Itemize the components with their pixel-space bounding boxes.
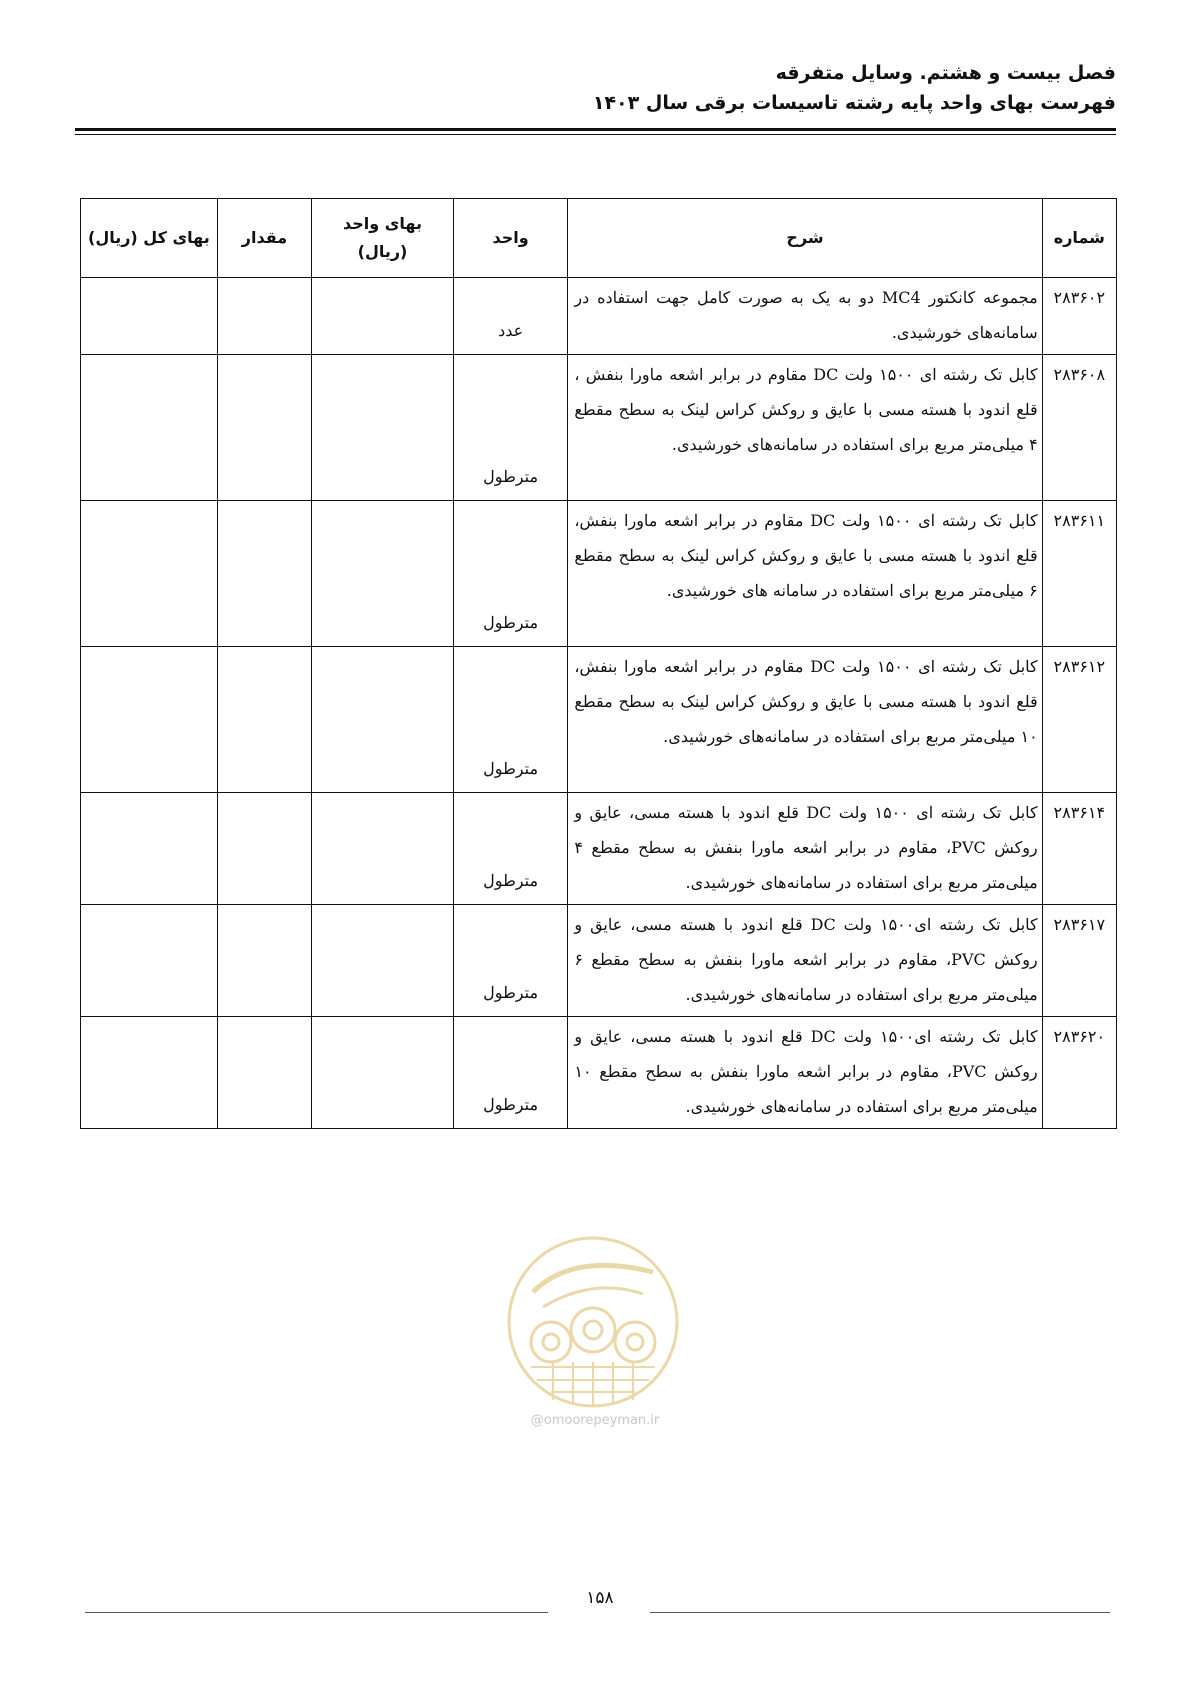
header-total-price: بهای کل (ریال) bbox=[81, 199, 218, 278]
item-total-price bbox=[81, 278, 218, 355]
price-list-table bbox=[80, 198, 1117, 1129]
table-row bbox=[81, 905, 1117, 1017]
item-quantity bbox=[217, 905, 311, 1017]
item-unit-price bbox=[312, 278, 454, 355]
item-description: مجموعه کانکتور MC4 دو به یک به صورت کامل جهت استفاده در سامانه‌های خورشیدی. bbox=[568, 278, 1042, 355]
item-unit: مترطول bbox=[453, 793, 568, 905]
document-title: فهرست بهای واحد پایه رشته تاسیسات برقی سال ۱۴۰۳ bbox=[592, 92, 1116, 114]
header-unit: واحد bbox=[453, 199, 568, 278]
footer-rule-right bbox=[650, 1612, 1110, 1613]
item-description: کابل تک رشته ای۱۵۰۰ ولت DC قلع اندود با هسته مسی، عایق و روکش PVC، مقاوم در برابر اشعه ماورا بنفش به سطح مقطع ۱۰ میلی‌متر مربع برای استفاده در سامانه‌های خورشیدی. bbox=[568, 1017, 1042, 1129]
item-description: کابل تک رشته ای ۱۵۰۰ ولت DC قلع اندود با هسته مسی، عایق و روکش PVC، مقاوم در برابر اشعه ماورا بنفش به سطح مقطع ۴ میلی‌متر مربع برای استفاده در سامانه‌های خورشیدی. bbox=[568, 793, 1042, 905]
item-total-price bbox=[81, 355, 218, 501]
header-rule-thin bbox=[75, 134, 1116, 135]
table-row bbox=[81, 793, 1117, 905]
header-rule-thick bbox=[75, 128, 1116, 131]
item-code: ۲۸۳۶۱۴ bbox=[1042, 793, 1116, 905]
chapter-title: فصل بیست و هشتم. وسایل متفرقه bbox=[775, 62, 1116, 84]
item-total-price bbox=[81, 501, 218, 647]
item-unit: مترطول bbox=[453, 647, 568, 793]
header-unit-price bbox=[312, 199, 454, 278]
item-total-price bbox=[81, 1017, 218, 1129]
item-code: ۲۸۳۶۰۲ bbox=[1042, 278, 1116, 355]
item-quantity bbox=[217, 278, 311, 355]
page-header bbox=[75, 58, 1116, 118]
item-unit: مترطول bbox=[453, 355, 568, 501]
item-quantity bbox=[217, 355, 311, 501]
item-unit: مترطول bbox=[453, 905, 568, 1017]
header-description: شرح bbox=[568, 199, 1042, 278]
table-row bbox=[81, 355, 1117, 501]
item-quantity bbox=[217, 1017, 311, 1129]
item-unit: عدد bbox=[453, 278, 568, 355]
item-description: کابل تک رشته ای ۱۵۰۰ ولت DC مقاوم در برابر اشعه ماورا بنفش ، قلع اندود با هسته مسی با عایق و روکش کراس لینک به سطح مقطع ۴ میلی‌متر مربع برای استفاده در سامانه‌های خورشیدی. bbox=[568, 355, 1042, 501]
watermark-site: @omoorepeyman.ir bbox=[530, 1413, 660, 1428]
footer-rule-left bbox=[85, 1612, 548, 1613]
header-unit-price-line1: بهای واحد bbox=[342, 214, 422, 233]
header-code: شماره bbox=[1042, 199, 1116, 278]
item-total-price bbox=[81, 905, 218, 1017]
item-quantity bbox=[217, 647, 311, 793]
item-unit-price bbox=[312, 647, 454, 793]
item-unit: مترطول bbox=[453, 1017, 568, 1129]
watermark-logo-icon bbox=[503, 1232, 683, 1412]
item-total-price bbox=[81, 647, 218, 793]
item-unit-price bbox=[312, 355, 454, 501]
item-code: ۲۸۳۶۱۲ bbox=[1042, 647, 1116, 793]
item-unit-price bbox=[312, 501, 454, 647]
table-row bbox=[81, 278, 1117, 355]
header-quantity: مقدار bbox=[217, 199, 311, 278]
item-quantity bbox=[217, 793, 311, 905]
item-unit: مترطول bbox=[453, 501, 568, 647]
header-unit-price-line2: (ریال) bbox=[357, 242, 408, 261]
item-unit-price bbox=[312, 905, 454, 1017]
item-description: کابل تک رشته ای ۱۵۰۰ ولت DC مقاوم در برابر اشعه ماورا بنفش، قلع اندود با هسته مسی با عایق و روکش کراس لینک به سطح مقطع ۶ میلی‌متر مربع برای استفاده در سامانه های خورشیدی. bbox=[568, 501, 1042, 647]
item-code: ۲۸۳۶۲۰ bbox=[1042, 1017, 1116, 1129]
item-description: کابل تک رشته ای۱۵۰۰ ولت DC قلع اندود با هسته مسی، عایق و روکش PVC، مقاوم در برابر اشعه ماورا بنفش به سطح مقطع ۶ میلی‌متر مربع برای استفاده در سامانه‌های خورشیدی. bbox=[568, 905, 1042, 1017]
item-unit-price bbox=[312, 1017, 454, 1129]
item-quantity bbox=[217, 501, 311, 647]
item-code: ۲۸۳۶۱۷ bbox=[1042, 905, 1116, 1017]
table-header-row bbox=[81, 199, 1117, 278]
item-code: ۲۸۳۶۰۸ bbox=[1042, 355, 1116, 501]
table-row bbox=[81, 1017, 1117, 1129]
item-description: کابل تک رشته ای ۱۵۰۰ ولت DC مقاوم در برابر اشعه ماورا بنفش، قلع اندود با هسته مسی با عایق و روکش کراس لینک به سطح مقطع ۱۰ میلی‌متر مربع برای استفاده در سامانه‌های خورشیدی. bbox=[568, 647, 1042, 793]
table-row bbox=[81, 647, 1117, 793]
item-unit-price bbox=[312, 793, 454, 905]
item-total-price bbox=[81, 793, 218, 905]
item-code: ۲۸۳۶۱۱ bbox=[1042, 501, 1116, 647]
table-row bbox=[81, 501, 1117, 647]
page-number: ۱۵۸ bbox=[586, 1588, 614, 1608]
